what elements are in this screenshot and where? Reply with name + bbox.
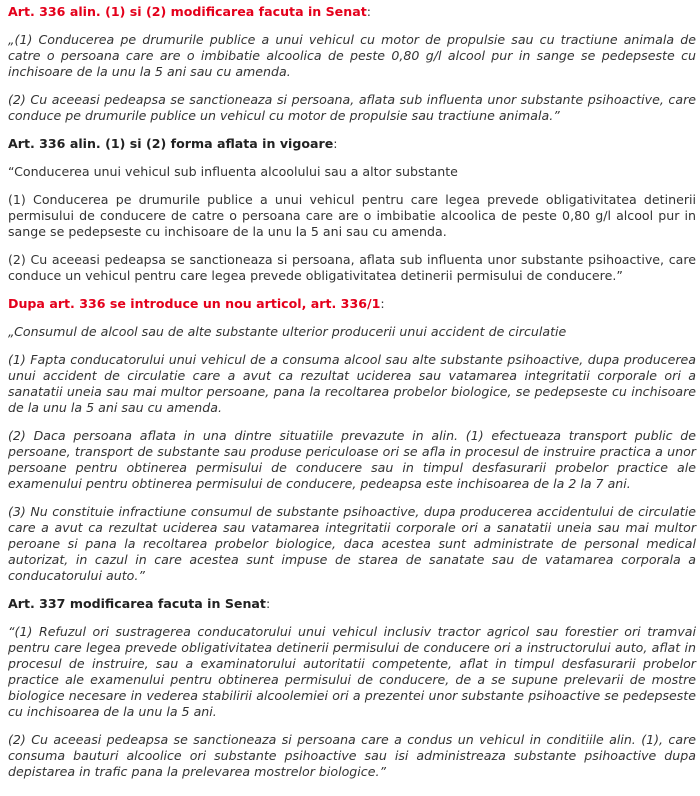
paragraph: “(1) Refuzul ori sustragerea conducatorului unui vehicul inclusiv tractor agricol sau forestier ori tramvai pentru care legea prevede obligativitatea detinerii permisului de conducere ori a instructorului auto, aflat in procesul de instruire, sau a examinatorului autoritatii competente, aflat in timpul desfasurarii probelor practice ale examenului pentru obtinerea permisului de conducere, de a se supune prelevarii de mostre biologice necesare in vederea stabilirii alcoolemiei ori a prezentei unor substante psihoactive se pedepseste cu inchisoarea de la unu la 5 ani. — [8, 624, 696, 719]
paragraph: (3) Nu constituie infractiune consumul de substante psihoactive, dupa producerea accidentului de circulatie care a avut ca rezultat uciderea sau vatamarea integritatii corporale ori a sanatatii uneia sau mai multor peroane si pana la recoltarea probelor biologice, daca acestea sunt administrate de personal medical autorizat, in cazul in care acestea sunt impuse de starea de sanatate sau de vatamarea corporala a conducatorului auto.” — [8, 504, 696, 583]
section-art-336-1 — [8, 296, 696, 584]
section-heading: Art. 336 alin. (1) si (2) modificarea facuta in Senat: — [8, 4, 371, 19]
paragraph: (1) Conducerea pe drumurile publice a unui vehicul pentru care legea prevede obligativitatea detinerii permisului de conducere de catre o persoana care are o imbibatie alcoolica de peste 0,80 g/l alcool pur in sange se pedepseste cu inchisoare de la unu la 5 ani sau cu amenda. — [8, 192, 696, 239]
section-heading: Art. 337 modificarea facuta in Senat: — [8, 596, 271, 611]
heading-text: Dupa art. 336 se introduce un nou articol, art. 336/1 — [8, 296, 381, 311]
paragraph: „(1) Conducerea pe drumurile publice a unui vehicul cu motor de propulsie sau cu tractiune animala de catre o persoana care are o imbibatie alcoolica de peste 0,80 g/l alcool pur in sange se pedepseste cu inchisoare de la unu la 5 ani sau cu amenda. — [8, 32, 696, 79]
paragraph: (2) Cu aceeasi pedeapsa se sanctioneaza si persoana, aflata sub influenta unor substante psihoactive, care conduce pe drumurile publice un vehicul cu motor de propulsie sau tractiune animala.” — [8, 92, 696, 123]
section-art-337-senat — [8, 596, 696, 780]
heading-text: Art. 336 alin. (1) si (2) forma aflata in vigoare — [8, 136, 334, 151]
paragraph: (2) Daca persoana aflata in una dintre situatiile prevazute in alin. (1) efectueaza transport public de persoane, transport de substante sau produse periculoase ori se afla in procesul de instruire practica a unor persoane pentru obtinerea permisului de conducere sau in timpul desfasurarii probelor practice ale examenului pentru obtinerea permisului de conducere, pedeapsa este inchisoarea de la 2 la 7 ani. — [8, 428, 696, 491]
paragraph: (2) Cu aceeasi pedeapsa se sanctioneaza si persoana care a condus un vehicul in conditiile alin. (1), care consuma bauturi alcoolice ori substante psihoactive sau isi administreaza substante psihoactive dupa depistarea in trafic pana la prelevarea mostrelor biologice.” — [8, 732, 696, 779]
paragraph: “Conducerea unui vehicul sub influenta alcoolului sau a altor substante — [8, 164, 458, 179]
section-heading: Dupa art. 336 se introduce un nou articol, art. 336/1: — [8, 296, 385, 311]
section-heading: Art. 336 alin. (1) si (2) forma aflata in vigoare: — [8, 136, 338, 151]
heading-text: Art. 336 alin. (1) si (2) modificarea facuta in Senat — [8, 4, 367, 19]
heading-text: Art. 337 modificarea facuta in Senat — [8, 596, 266, 611]
paragraph: (2) Cu aceeasi pedeapsa se sanctioneaza si persoana, aflata sub influenta unor substante psihoactive, care conduce un vehicul pentru care legea prevede obligativitatea detinerii permisului de conducere.” — [8, 252, 696, 283]
section-art-336-vigoare — [8, 136, 696, 284]
paragraph: (1) Fapta conducatorului unui vehicul de a consuma alcool sau alte substante psihoactive, dupa producerea unui accident de circulatie care a avut ca rezultat uciderea sau vatamarea integritatii corporale ori a sanatatii uneia sau mai multor persoane, pana la recoltarea probelor biologice, se pedepseste cu inchisoare de la unu la 5 ani sau cu amenda. — [8, 352, 696, 415]
paragraph: „Consumul de alcool sau de alte substante ulterior producerii unui accident de circulatie — [8, 324, 567, 339]
section-art-336-senat — [8, 4, 696, 124]
